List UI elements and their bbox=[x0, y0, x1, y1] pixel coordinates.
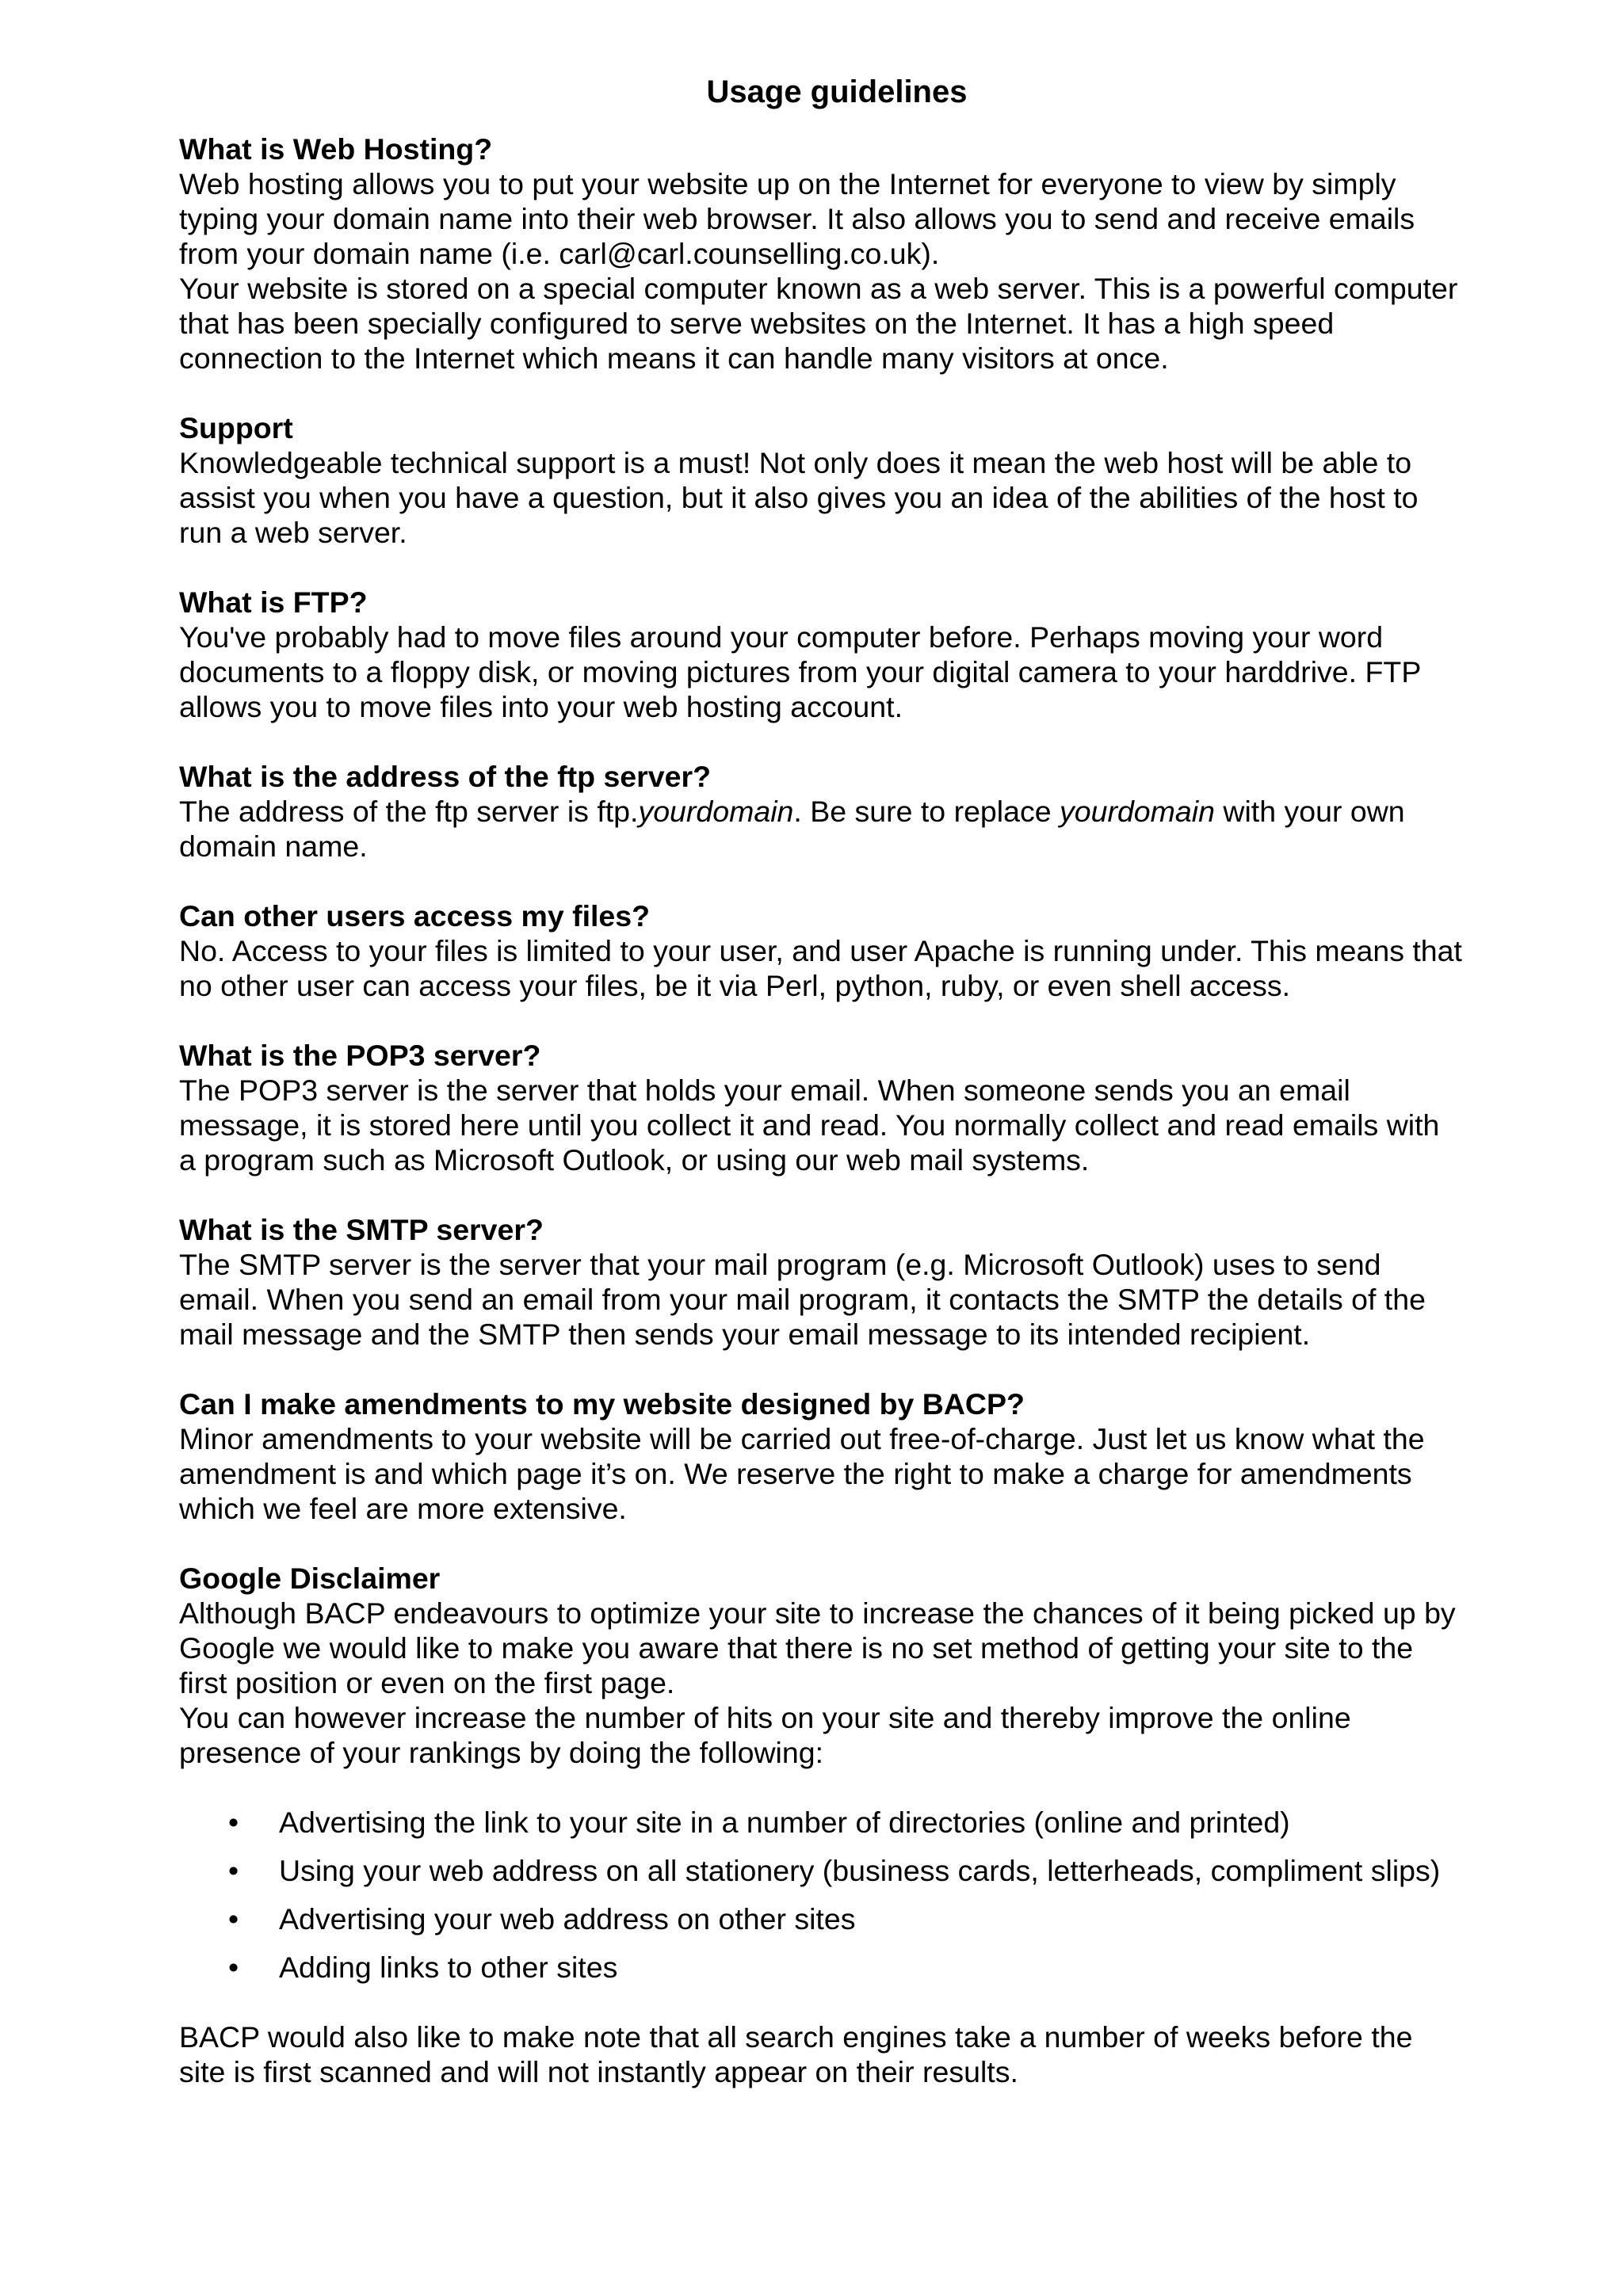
list-item: • Advertising your web address on other sites bbox=[179, 1901, 1463, 1936]
section-heading: Support bbox=[179, 411, 293, 444]
section-heading: Google Disclaimer bbox=[179, 1562, 441, 1595]
paragraph: Although BACP endeavours to optimize your site to increase the chances of it being picked up by Google we would like to make you aware that there is no set method of getting your site to the first position or even on the first page. bbox=[179, 1596, 1456, 1699]
paragraph: Minor amendments to your website will be carried out free-of-charge. Just let us know what the amendment is and which page it’s on. We reserve the right to make a charge for amendments which we feel are more extensive. bbox=[179, 1422, 1425, 1525]
section-google-disclaimer bbox=[179, 1561, 1463, 2089]
italic-text-run: yourdomain bbox=[1060, 795, 1215, 828]
section-smtp bbox=[179, 1212, 1463, 1352]
document-page bbox=[179, 73, 1463, 2124]
section-amendments bbox=[179, 1386, 1463, 1526]
section-heading: What is FTP? bbox=[179, 585, 368, 619]
section-heading: What is the address of the ftp server? bbox=[179, 760, 711, 793]
section-support bbox=[179, 410, 1463, 550]
section-file-access bbox=[179, 898, 1463, 1003]
section-heading: Can other users access my files? bbox=[179, 899, 651, 933]
paragraph: Web hosting allows you to put your website up on the Internet for everyone to view by simply typing your domain name into their web browser. It also allows you to send and receive emails from your domain name (i.e. carl@carl.counselling.co.uk). bbox=[179, 167, 1415, 270]
closing-paragraph: BACP would also like to make note that all search engines take a number of weeks before the site is first scanned and will not instantly appear on their results. bbox=[179, 2020, 1413, 2088]
section-heading: What is the SMTP server? bbox=[179, 1213, 544, 1246]
section-pop3 bbox=[179, 1038, 1463, 1177]
bullet-list bbox=[179, 1805, 1463, 1985]
list-item: • Advertising the link to your site in a number of directories (online and printed) bbox=[179, 1805, 1463, 1840]
paragraph: No. Access to your files is limited to your user, and user Apache is running under. This means that no other user can access your files, be it via Perl, python, ruby, or even shell access. bbox=[179, 934, 1462, 1002]
section-heading: What is the POP3 server? bbox=[179, 1039, 541, 1072]
paragraph: The SMTP server is the server that your mail program (e.g. Microsoft Outlook) uses to send email. When you send an email from your mail program, it contacts the SMTP the details of the mail message and the SMTP then sends your email message to its intended recipient. bbox=[179, 1248, 1426, 1351]
section-heading: What is Web Hosting? bbox=[179, 132, 493, 166]
section-ftp bbox=[179, 585, 1463, 724]
paragraph: Your website is stored on a special computer known as a web server. This is a powerful computer that has been specially configured to serve websites on the Internet. It has a high speed connection to the Internet which means it can handle many visitors at once. bbox=[179, 272, 1458, 375]
list-item: • Using your web address on all stationery (business cards, letterheads, compliment slips) bbox=[179, 1853, 1463, 1888]
paragraph: The POP3 server is the server that holds your email. When someone sends you an email message, it is stored here until you collect it and read. You normally collect and read emails with a program such as Microsoft Outlook, or using our web mail systems. bbox=[179, 1074, 1440, 1177]
section-heading: Can I make amendments to my website designed by BACP? bbox=[179, 1387, 1025, 1421]
list-item: • Adding links to other sites bbox=[179, 1950, 1463, 1985]
paragraph bbox=[179, 794, 1463, 864]
paragraph: Knowledgeable technical support is a must! Not only does it mean the web host will be able to assist you when you have a question, but it also gives you an idea of the abilities of the host to run a web server. bbox=[179, 446, 1419, 549]
italic-text-run: yourdomain bbox=[638, 795, 794, 828]
text-run: . Be sure to replace bbox=[793, 795, 1060, 828]
section-web-hosting bbox=[179, 132, 1463, 376]
paragraph: You can however increase the number of hits on your site and thereby improve the online presence of your rankings by doing the following: bbox=[179, 1701, 1351, 1769]
page-title: Usage guidelines bbox=[706, 74, 968, 109]
text-run: The address of the ftp server is ftp. bbox=[179, 795, 639, 828]
text-run: with your own domain name. bbox=[179, 795, 1405, 863]
section-ftp-address bbox=[179, 759, 1463, 864]
paragraph: You've probably had to move files around your computer before. Perhaps moving your word documents to a floppy disk, or moving pictures from your digital camera to your harddrive. FTP allows you to move files into your web hosting account. bbox=[179, 620, 1421, 723]
